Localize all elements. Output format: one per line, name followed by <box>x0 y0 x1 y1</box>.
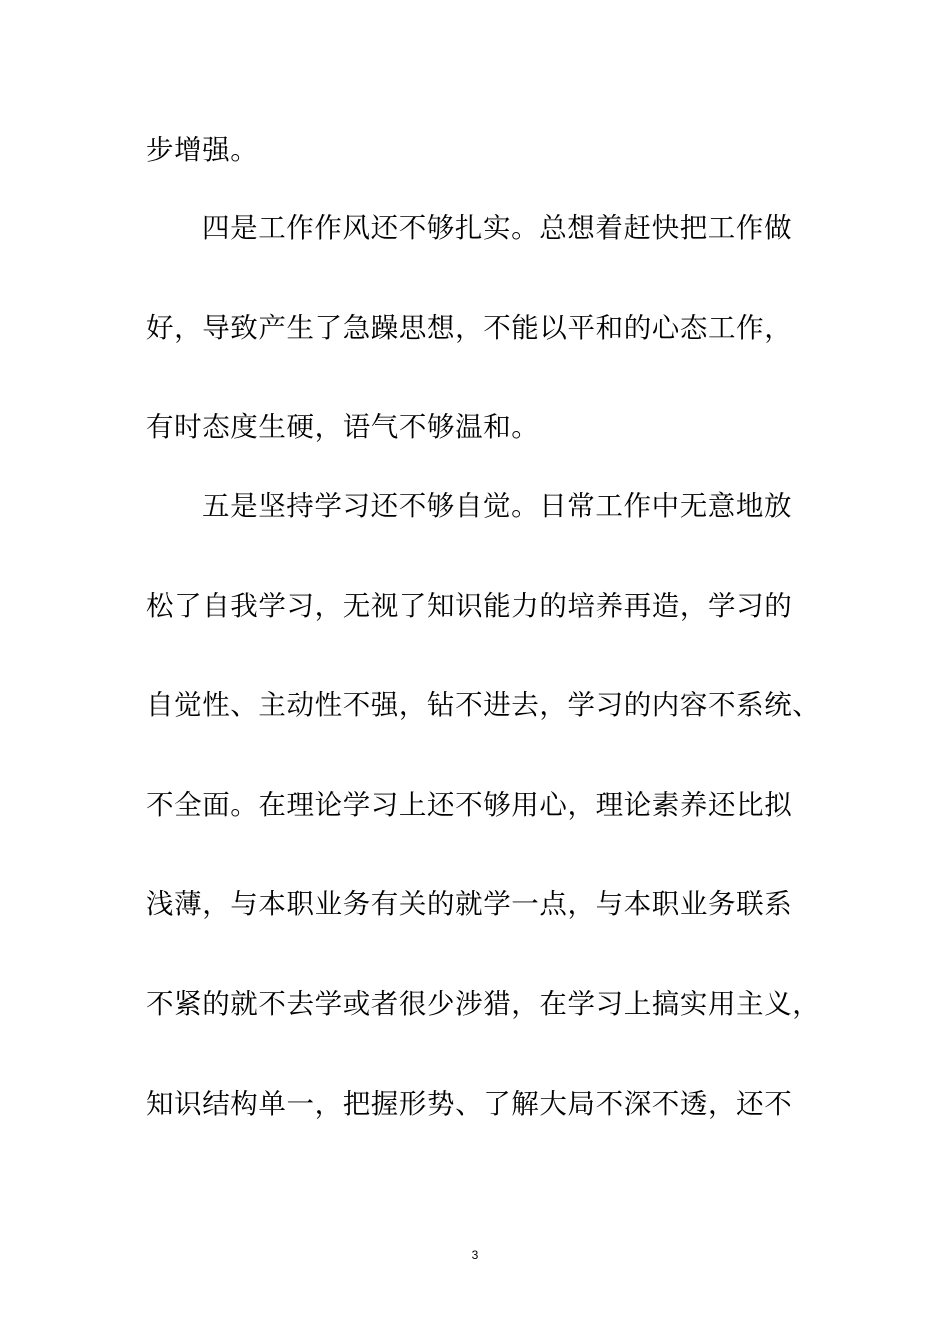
text-line: 浅薄，与本职业务有关的就学一点，与本职业务联系 <box>146 888 793 920</box>
text-line: 有时态度生硬，语气不够温和。 <box>146 411 540 443</box>
text-line: 知识结构单一，把握形势、了解大局不深不透，还不 <box>146 1088 793 1120</box>
text-line: 不全面。在理论学习上还不够用心，理论素养还比拟 <box>146 789 793 821</box>
text-line: 步增强。 <box>146 134 259 166</box>
page-number: 3 <box>471 1248 479 1262</box>
text-line: 好，导致产生了急躁思想，不能以平和的心态工作， <box>146 312 793 344</box>
text-line: 不紧的就不去学或者很少涉猎，在学习上搞实用主义， <box>146 988 821 1020</box>
text-line: 自觉性、主动性不强，钻不进去，学习的内容不系统、 <box>146 689 821 721</box>
paragraph-start-line: 五是坚持学习还不够自觉。日常工作中无意地放 <box>202 490 793 522</box>
paragraph-start-line: 四是工作作风还不够扎实。总想着赶快把工作做 <box>202 212 793 244</box>
text-line: 松了自我学习，无视了知识能力的培养再造，学习的 <box>146 590 793 622</box>
